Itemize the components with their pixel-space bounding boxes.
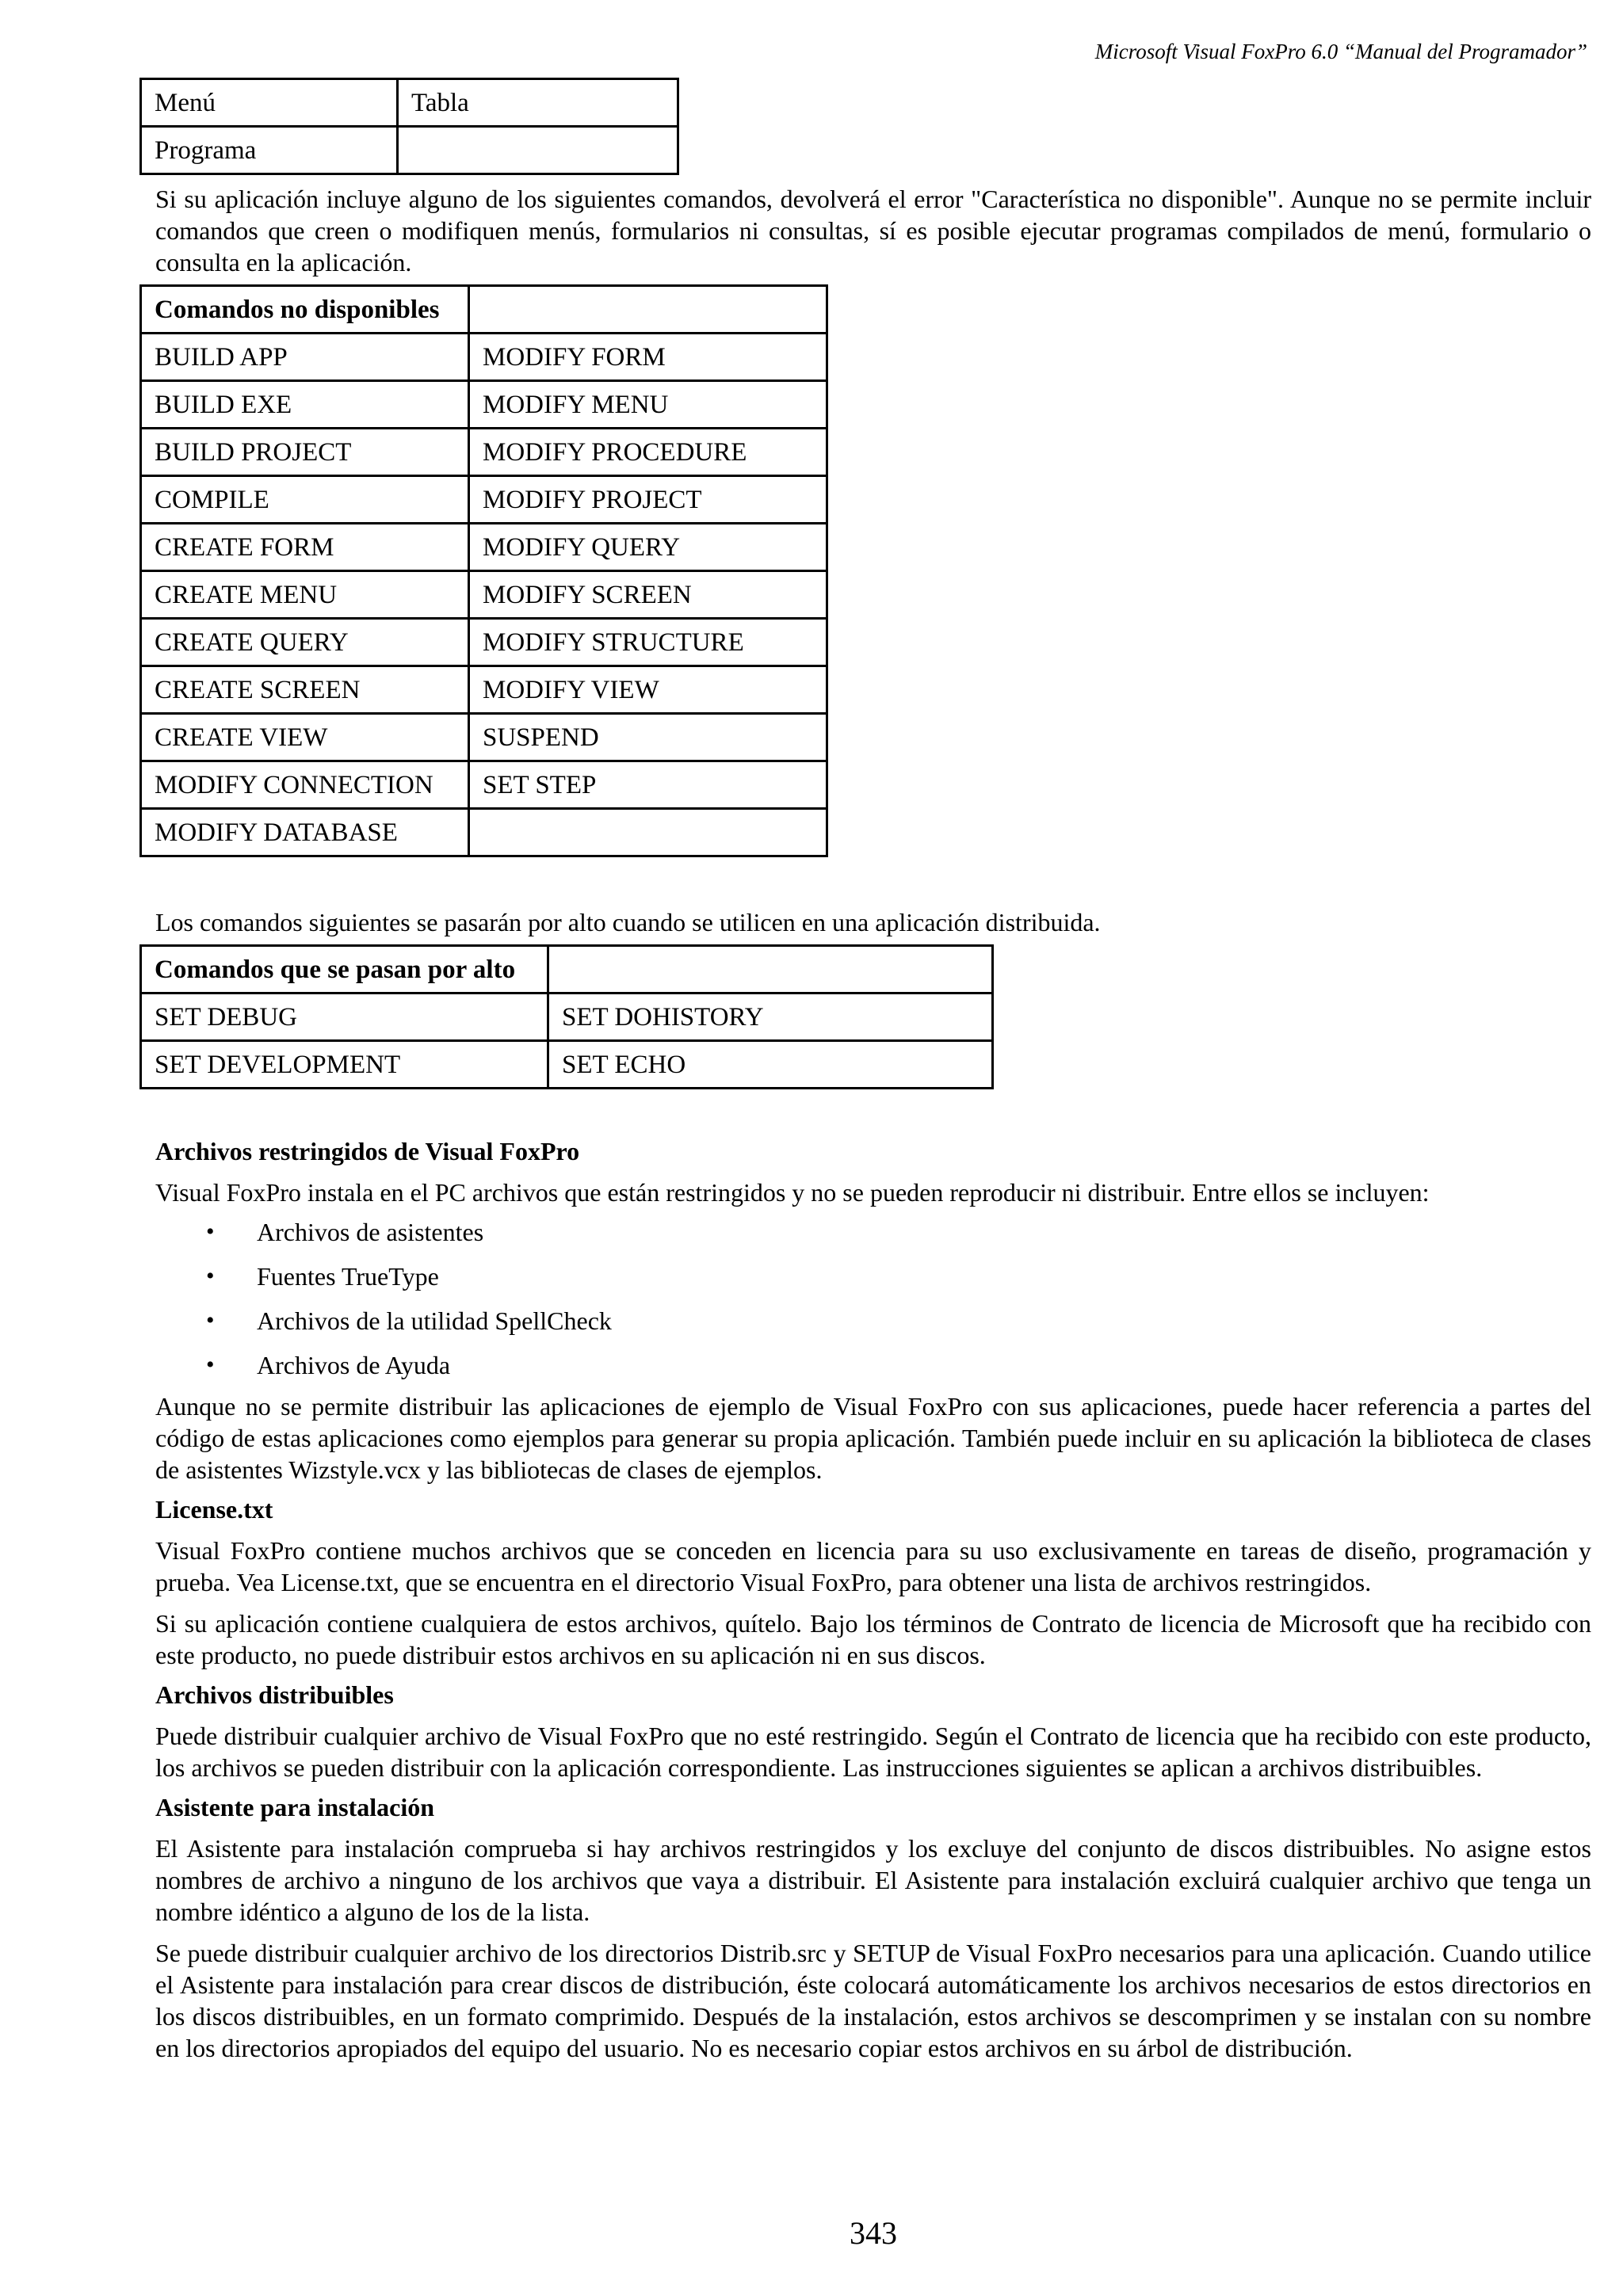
table-cell: MODIFY PROCEDURE <box>469 429 827 476</box>
table-row <box>141 761 827 809</box>
restricted-intro: Visual FoxPro instala en el PC archivos que están restringidos y no se pueden reproducir ni distribuir. Entre ellos se incluyen: <box>155 1178 1430 1207</box>
bullet-icon: • <box>206 1219 215 1245</box>
table-header-row <box>141 286 827 334</box>
table-row <box>141 334 827 381</box>
table-cell: SET ECHO <box>548 1041 993 1089</box>
ignored-commands-table <box>139 944 994 1089</box>
running-header: Microsoft Visual FoxPro 6.0 “Manual del Programador” <box>1094 40 1587 63</box>
license-paragraph-2: Si su aplicación contiene cualquiera de estos archivos, quítelo. Bajo los términos de Contrato de licencia de Microsoft que ha recibido con este producto, no puede distribuir estos archivos en su aplicación ni en sus discos. <box>155 1609 1591 1669</box>
bullet-icon: • <box>206 1352 215 1378</box>
section-heading-distributable: Archivos distribuibles <box>155 1680 394 1709</box>
table-cell: BUILD EXE <box>141 381 469 429</box>
list-item: • Archivos de Ayuda <box>206 1343 1591 1387</box>
table-cell: MODIFY FORM <box>469 334 827 381</box>
table-cell: CREATE MENU <box>141 571 469 619</box>
table-cell: SET DEVELOPMENT <box>141 1041 548 1089</box>
table-cell: Tabla <box>398 79 678 127</box>
table-row <box>141 619 827 666</box>
table-cell: SET DEBUG <box>141 994 548 1041</box>
table-row <box>141 571 827 619</box>
setup-wizard-paragraph-1: El Asistente para instalación comprueba si hay archivos restringidos y los excluye del conjunto de discos distribuibles. No asigne estos nombres de archivo a ninguno de los archivos que vaya a distribuir. El Asistente para instalación excluirá cualquier archivo que tenga un nombre idéntico a alguno de los de la lista. <box>155 1834 1591 1926</box>
table-header-cell <box>548 946 993 994</box>
bullet-icon: • <box>206 1307 215 1333</box>
table-row <box>141 1041 993 1089</box>
restricted-file-list <box>206 1210 1591 1387</box>
table-row <box>141 524 827 571</box>
table-cell: MODIFY DATABASE <box>141 809 469 856</box>
unavailable-commands-table <box>139 284 828 857</box>
table-cell <box>469 809 827 856</box>
table-row <box>141 476 827 524</box>
table-cell: MODIFY SCREEN <box>469 571 827 619</box>
table-cell: CREATE SCREEN <box>141 666 469 714</box>
table-row <box>141 714 827 761</box>
table-cell: CREATE VIEW <box>141 714 469 761</box>
table-cell: BUILD APP <box>141 334 469 381</box>
table-row <box>141 127 678 174</box>
table-cell: MODIFY PROJECT <box>469 476 827 524</box>
section-heading-restricted: Archivos restringidos de Visual FoxPro <box>155 1137 580 1165</box>
table-cell: Menú <box>141 79 398 127</box>
table-row <box>141 994 993 1041</box>
section-heading-license: License.txt <box>155 1495 273 1524</box>
table-cell: CREATE QUERY <box>141 619 469 666</box>
table-cell <box>398 127 678 174</box>
table-row <box>141 666 827 714</box>
setup-wizard-paragraph-2: Se puede distribuir cualquier archivo de los directorios Distrib.src y SETUP de Visual FoxPro necesarios para una aplicación. Cuando utilice el Asistente para instalación para crear discos de distribución, éste colocará automáticamente los archivos necesarios de estos directorios en los discos distribuibles, en un formato comprimido. Después de la instalación, estos archivos se descomprimen y se instalan con su nombre en los directorios apropiados del equipo del usuario. No es necesario copiar estos archivos en su árbol de distribución. <box>155 1939 1591 2062</box>
table-cell: MODIFY MENU <box>469 381 827 429</box>
table-cell: COMPILE <box>141 476 469 524</box>
list-item: • Archivos de la utilidad SpellCheck <box>206 1299 1591 1343</box>
section-heading-setup-wizard: Asistente para instalación <box>155 1793 434 1821</box>
page-content <box>139 78 1591 2064</box>
table-cell: CREATE FORM <box>141 524 469 571</box>
table-cell: MODIFY QUERY <box>469 524 827 571</box>
table-row <box>141 809 827 856</box>
list-item: • Archivos de asistentes <box>206 1210 1591 1254</box>
license-paragraph-1: Visual FoxPro contiene muchos archivos que se conceden en licencia para su uso exclusivamente en tareas de diseño, programación y prueba. Vea License.txt, que se encuentra en el directorio Visual FoxPro, para obtener una lista de archivos restringidos. <box>155 1536 1591 1596</box>
table-row <box>141 79 678 127</box>
table-cell: BUILD PROJECT <box>141 429 469 476</box>
table-cell: SET STEP <box>469 761 827 809</box>
table-row <box>141 429 827 476</box>
table-cell: MODIFY VIEW <box>469 666 827 714</box>
table-cell: MODIFY STRUCTURE <box>469 619 827 666</box>
table-cell: SET DOHISTORY <box>548 994 993 1041</box>
table-row <box>141 381 827 429</box>
table-header-cell <box>469 286 827 334</box>
list-item: • Fuentes TrueType <box>206 1254 1591 1299</box>
bullet-icon: • <box>206 1263 215 1289</box>
restricted-closing: Aunque no se permite distribuir las aplicaciones de ejemplo de Visual FoxPro con sus aplicaciones, puede hacer referencia a partes del código de estas aplicaciones como ejemplos para generar su propia aplicación. También puede incluir en su aplicación la biblioteca de clases de asistentes Wizstyle.vcx y las bibliotecas de clases de ejemplos. <box>155 1392 1591 1484</box>
table-header-cell: Comandos no disponibles <box>141 286 469 334</box>
distributable-paragraph-1: Puede distribuir cualquier archivo de Visual FoxPro que no esté restringido. Según el Contrato de licencia que ha recibido con este producto, los archivos se pueden distribuir con la aplicación correspondiente. Las instrucciones siguientes se aplican a archivos distribuibles. <box>155 1722 1591 1782</box>
ignored-commands-intro: Los comandos siguientes se pasarán por alto cuando se utilicen en una aplicación distribuida. <box>155 908 1101 936</box>
top-table <box>139 78 679 175</box>
table-cell: MODIFY CONNECTION <box>141 761 469 809</box>
table-header-row <box>141 946 993 994</box>
table-cell: Programa <box>141 127 398 174</box>
table-cell: SUSPEND <box>469 714 827 761</box>
page-number: 343 <box>850 2215 897 2251</box>
intro-paragraph: Si su aplicación incluye alguno de los siguientes comandos, devolverá el error "Característica no disponible". Aunque no se permite incluir comandos que creen o modifiquen menús, formularios ni consultas, sí es posible ejecutar programas compilados de menú, formulario o consulta en la aplicación. <box>155 185 1591 277</box>
table-header-cell: Comandos que se pasan por alto <box>141 946 548 994</box>
